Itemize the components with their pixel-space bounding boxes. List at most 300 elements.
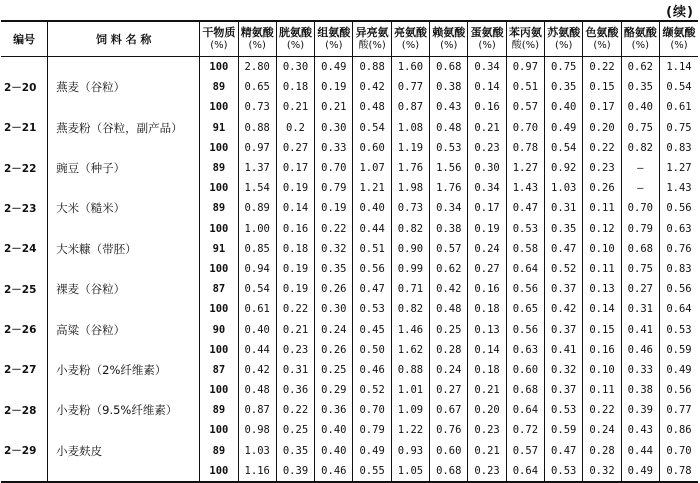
value-cell: 0.14 xyxy=(276,198,314,218)
value-cell: 1.62 xyxy=(391,340,429,360)
value-cell: 0.40 xyxy=(621,97,659,117)
value-cell: 0.32 xyxy=(583,461,621,482)
value-cell: 0.17 xyxy=(468,198,506,218)
value-cell: 0.37 xyxy=(545,380,583,400)
value-cell: 0.36 xyxy=(315,400,353,420)
value-cell: 1.08 xyxy=(391,118,429,138)
value-cell: 0.75 xyxy=(545,57,583,78)
feed-code: 2－28 xyxy=(4,404,37,417)
value-cell: 0.70 xyxy=(353,400,391,420)
feed-code: 2－29 xyxy=(4,445,37,458)
value-cell: 0.49 xyxy=(621,461,659,482)
value-cell: 0.47 xyxy=(545,441,583,461)
value-cell: 100 xyxy=(200,57,238,78)
value-cell: 1.43 xyxy=(506,178,544,198)
value-cell: 0.10 xyxy=(583,239,621,259)
column-header xyxy=(468,21,506,57)
value-cell: 100 xyxy=(200,259,238,279)
value-cell: 0.28 xyxy=(583,441,621,461)
feed-name: 大米（糙米） xyxy=(48,198,200,218)
column-header-unit: 酸(%) xyxy=(358,40,386,51)
value-cell: 100 xyxy=(200,340,238,360)
table-row xyxy=(1,400,698,420)
column-header xyxy=(276,21,314,57)
value-cell: 0.68 xyxy=(430,57,468,78)
value-cell: 91 xyxy=(200,118,238,138)
value-cell: 0.17 xyxy=(583,97,621,117)
value-cell: 0.28 xyxy=(430,340,468,360)
value-cell: 0.87 xyxy=(391,97,429,117)
value-cell: 0.68 xyxy=(506,380,544,400)
value-cell: 0.92 xyxy=(545,158,583,178)
value-cell: 0.37 xyxy=(545,279,583,299)
table-row xyxy=(1,118,698,138)
value-cell: 0.48 xyxy=(430,118,468,138)
value-cell: 0.56 xyxy=(506,279,544,299)
value-cell: 0.30 xyxy=(468,158,506,178)
value-cell: 0.42 xyxy=(238,360,276,380)
value-cell: 0.73 xyxy=(391,198,429,218)
value-cell: 0.16 xyxy=(468,97,506,117)
value-cell: 0.20 xyxy=(583,118,621,138)
value-cell: 0.16 xyxy=(468,279,506,299)
value-cell: 89 xyxy=(200,400,238,420)
column-header-unit: (%) xyxy=(670,40,688,51)
column-header-unit: (%) xyxy=(593,40,611,51)
table-row xyxy=(1,441,698,461)
value-cell: 0.48 xyxy=(430,299,468,319)
value-cell: 0.83 xyxy=(659,259,698,279)
value-cell: 0.49 xyxy=(545,118,583,138)
value-cell: 89 xyxy=(200,158,238,178)
feed-name xyxy=(48,178,200,198)
value-cell: 0.49 xyxy=(659,360,698,380)
value-cell: 0.40 xyxy=(315,420,353,440)
feed-name xyxy=(48,461,200,482)
value-cell: 100 xyxy=(200,299,238,319)
feed-name xyxy=(48,219,200,239)
value-cell: 0.68 xyxy=(621,239,659,259)
value-cell: 0.62 xyxy=(621,57,659,78)
value-cell: 0.27 xyxy=(430,380,468,400)
feed-name: 大米糠（带胚） xyxy=(48,239,200,259)
value-cell: 1.76 xyxy=(391,158,429,178)
column-header-unit: (%) xyxy=(555,40,573,51)
value-cell: 0.19 xyxy=(276,259,314,279)
value-cell: 100 xyxy=(200,380,238,400)
value-cell: — xyxy=(621,178,659,198)
value-cell: 0.57 xyxy=(506,441,544,461)
column-header xyxy=(545,21,583,57)
value-cell: 2.80 xyxy=(238,57,276,78)
value-cell: 0.17 xyxy=(276,158,314,178)
value-cell: 0.83 xyxy=(659,138,698,158)
value-cell: 0.10 xyxy=(583,360,621,380)
value-cell: 0.87 xyxy=(238,400,276,420)
value-cell: 0.59 xyxy=(659,340,698,360)
value-cell: 0.45 xyxy=(353,319,391,339)
value-cell: 0.19 xyxy=(276,279,314,299)
value-cell: 0.77 xyxy=(659,400,698,420)
value-cell: 0.52 xyxy=(353,380,391,400)
value-cell: 0.61 xyxy=(659,97,698,117)
value-cell: 0.14 xyxy=(468,340,506,360)
column-header-unit: (%) xyxy=(325,40,343,51)
column-header xyxy=(391,21,429,57)
table-row xyxy=(1,77,698,97)
continued-label: (续) xyxy=(666,5,694,20)
value-cell: 0.14 xyxy=(583,299,621,319)
value-cell: 0.39 xyxy=(621,400,659,420)
column-header-unit: (%) xyxy=(401,40,420,51)
value-cell: 1.98 xyxy=(391,178,429,198)
feed-name: 高粱（谷粒） xyxy=(48,319,200,339)
column-header-unit: (%) xyxy=(478,40,496,51)
value-cell: 0.53 xyxy=(430,138,468,158)
value-cell: 89 xyxy=(200,77,238,97)
value-cell: 0.56 xyxy=(659,380,698,400)
value-cell: 1.60 xyxy=(391,57,429,78)
value-cell: 0.23 xyxy=(583,158,621,178)
value-cell: 100 xyxy=(200,178,238,198)
column-header xyxy=(430,21,468,57)
value-cell: 0.27 xyxy=(621,279,659,299)
value-cell: 0.97 xyxy=(506,57,544,78)
feed-name: 小麦粉（2%纤维素） xyxy=(48,360,200,380)
value-cell: 0.44 xyxy=(353,219,391,239)
value-cell: 1.09 xyxy=(391,400,429,420)
feed-code: 2－21 xyxy=(4,122,37,135)
feed-code: 2－24 xyxy=(4,243,37,256)
value-cell: 100 xyxy=(200,138,238,158)
value-cell: 0.58 xyxy=(506,239,544,259)
value-cell: 100 xyxy=(200,461,238,482)
column-header-label: 蛋氨酸 xyxy=(470,26,504,39)
value-cell: 0.98 xyxy=(238,420,276,440)
value-cell: 1.76 xyxy=(430,178,468,198)
table-row xyxy=(1,239,698,259)
value-cell: 0.23 xyxy=(468,461,506,482)
feed-code: 2－22 xyxy=(4,162,37,175)
value-cell: 0.27 xyxy=(276,138,314,158)
column-header-unit: 酸(%) xyxy=(511,40,540,51)
value-cell: 0.79 xyxy=(353,420,391,440)
column-header-unit: (%) xyxy=(286,40,305,51)
value-cell: 0.46 xyxy=(353,360,391,380)
value-cell: 1.37 xyxy=(238,158,276,178)
value-cell: 0.75 xyxy=(621,118,659,138)
value-cell: 0.72 xyxy=(506,420,544,440)
value-cell: 0.56 xyxy=(353,259,391,279)
value-cell: 0.30 xyxy=(315,118,353,138)
value-cell: 0.40 xyxy=(353,198,391,218)
column-header xyxy=(238,21,276,57)
value-cell: 0.18 xyxy=(276,239,314,259)
table-row xyxy=(1,319,698,339)
value-cell: 0.22 xyxy=(276,299,314,319)
table-row xyxy=(1,158,698,178)
table-row xyxy=(1,461,698,482)
feed-code xyxy=(1,380,48,400)
column-header xyxy=(1,21,48,57)
value-cell: 0.23 xyxy=(468,138,506,158)
value-cell: 0.48 xyxy=(353,97,391,117)
value-cell: 0.32 xyxy=(545,360,583,380)
value-cell: 0.21 xyxy=(315,97,353,117)
value-cell: 0.76 xyxy=(659,239,698,259)
value-cell: 0.59 xyxy=(545,420,583,440)
value-cell: 0.35 xyxy=(621,77,659,97)
value-cell: 0.44 xyxy=(238,340,276,360)
table-row xyxy=(1,97,698,117)
column-header xyxy=(506,21,544,57)
value-cell: 0.32 xyxy=(315,239,353,259)
value-cell: 0.50 xyxy=(353,340,391,360)
value-cell: 0.85 xyxy=(238,239,276,259)
feed-name xyxy=(48,340,200,360)
value-cell: 1.21 xyxy=(353,178,391,198)
value-cell: 0.97 xyxy=(238,138,276,158)
value-cell: 100 xyxy=(200,97,238,117)
value-cell: 0.54 xyxy=(238,279,276,299)
value-cell: 89 xyxy=(200,441,238,461)
value-cell: 0.82 xyxy=(391,299,429,319)
value-cell: 0.70 xyxy=(506,118,544,138)
value-cell: 0.71 xyxy=(391,279,429,299)
column-header xyxy=(659,21,698,57)
value-cell: 0.90 xyxy=(391,239,429,259)
value-cell: 1.14 xyxy=(659,57,698,78)
feed-name: 裸麦（谷粒） xyxy=(48,279,200,299)
value-cell: 1.43 xyxy=(659,178,698,198)
value-cell: 0.88 xyxy=(353,57,391,78)
feed-code xyxy=(1,299,48,319)
value-cell: 0.64 xyxy=(506,461,544,482)
value-cell: 0.15 xyxy=(583,319,621,339)
value-cell: 0.46 xyxy=(315,461,353,482)
value-cell: 0.61 xyxy=(238,299,276,319)
value-cell: 0.14 xyxy=(468,77,506,97)
value-cell: 0.54 xyxy=(353,118,391,138)
column-header-label: 饲 料 名 称 xyxy=(95,32,152,46)
value-cell: 0.15 xyxy=(583,77,621,97)
value-cell: 0.94 xyxy=(238,259,276,279)
value-cell: 0.79 xyxy=(315,178,353,198)
value-cell: 0.24 xyxy=(315,319,353,339)
value-cell: 0.44 xyxy=(621,441,659,461)
feed-code xyxy=(1,420,48,440)
value-cell: 0.21 xyxy=(468,118,506,138)
table-row xyxy=(1,279,698,299)
value-cell: 0.42 xyxy=(353,77,391,97)
feed-code: 2－23 xyxy=(4,202,37,215)
value-cell: 0.53 xyxy=(353,299,391,319)
value-cell: 0.22 xyxy=(583,57,621,78)
value-cell: 1.03 xyxy=(545,178,583,198)
value-cell: 100 xyxy=(200,219,238,239)
value-cell: 0.49 xyxy=(315,57,353,78)
table-row xyxy=(1,360,698,380)
value-cell: 0.25 xyxy=(276,420,314,440)
value-cell: 0.35 xyxy=(545,77,583,97)
value-cell: 0.35 xyxy=(545,219,583,239)
value-cell: 0.37 xyxy=(545,319,583,339)
value-cell: 0.79 xyxy=(621,219,659,239)
value-cell: 0.21 xyxy=(468,441,506,461)
value-cell: 0.30 xyxy=(315,299,353,319)
value-cell: 0.21 xyxy=(276,319,314,339)
value-cell: 0.52 xyxy=(545,259,583,279)
value-cell: 0.19 xyxy=(315,77,353,97)
value-cell: 0.19 xyxy=(468,219,506,239)
value-cell: 0.65 xyxy=(238,77,276,97)
table-row xyxy=(1,420,698,440)
value-cell: 1.54 xyxy=(238,178,276,198)
value-cell: 0.76 xyxy=(430,420,468,440)
feed-name: 小麦麸皮 xyxy=(48,441,200,461)
column-header-label: 异亮氨 xyxy=(355,26,389,39)
value-cell: 0.40 xyxy=(238,319,276,339)
column-header-unit: (%) xyxy=(248,40,266,51)
column-header xyxy=(353,21,391,57)
table-row xyxy=(1,178,698,198)
value-cell: 0.2 xyxy=(276,118,314,138)
column-header-label: 组氨酸 xyxy=(317,26,351,39)
table-row xyxy=(1,138,698,158)
value-cell: 0.22 xyxy=(583,400,621,420)
column-header-label: 编号 xyxy=(13,32,36,46)
value-cell: 0.62 xyxy=(430,259,468,279)
feed-code xyxy=(1,178,48,198)
value-cell: 0.65 xyxy=(506,299,544,319)
value-cell: 0.99 xyxy=(391,259,429,279)
feed-code xyxy=(1,97,48,117)
value-cell: 0.53 xyxy=(506,219,544,239)
value-cell: 0.16 xyxy=(276,219,314,239)
value-cell: 0.68 xyxy=(430,461,468,482)
value-cell: 0.31 xyxy=(545,198,583,218)
value-cell: 87 xyxy=(200,360,238,380)
feed-name xyxy=(48,299,200,319)
column-header xyxy=(621,21,659,57)
value-cell: 0.78 xyxy=(506,138,544,158)
value-cell: 0.82 xyxy=(621,138,659,158)
value-cell: 1.22 xyxy=(391,420,429,440)
value-cell: 0.24 xyxy=(583,420,621,440)
value-cell: 0.31 xyxy=(276,360,314,380)
column-header-unit: (%) xyxy=(631,40,649,51)
value-cell: 0.27 xyxy=(468,259,506,279)
value-cell: 0.47 xyxy=(545,239,583,259)
value-cell: 0.19 xyxy=(315,198,353,218)
value-cell: 0.70 xyxy=(315,158,353,178)
value-cell: 0.53 xyxy=(545,400,583,420)
value-cell: 100 xyxy=(200,420,238,440)
header-row xyxy=(1,21,698,57)
value-cell: 0.22 xyxy=(276,400,314,420)
value-cell: 0.20 xyxy=(468,400,506,420)
value-cell: 1.27 xyxy=(659,158,698,178)
value-cell: 0.18 xyxy=(468,299,506,319)
value-cell: 0.73 xyxy=(238,97,276,117)
feed-name: 小麦粉（9.5%纤维素） xyxy=(48,400,200,420)
value-cell: 0.93 xyxy=(391,441,429,461)
value-cell: 0.13 xyxy=(583,279,621,299)
value-cell: 0.75 xyxy=(621,259,659,279)
value-cell: 0.46 xyxy=(621,340,659,360)
value-cell: 0.49 xyxy=(353,441,391,461)
value-cell: 1.16 xyxy=(238,461,276,482)
value-cell: 0.60 xyxy=(353,138,391,158)
table-header xyxy=(1,21,698,57)
value-cell: 0.88 xyxy=(238,118,276,138)
value-cell: 0.42 xyxy=(545,299,583,319)
feed-name xyxy=(48,138,200,158)
value-cell: 0.12 xyxy=(583,219,621,239)
value-cell: 0.26 xyxy=(315,340,353,360)
value-cell: 0.35 xyxy=(276,441,314,461)
value-cell: 0.40 xyxy=(315,441,353,461)
value-cell: 0.48 xyxy=(238,380,276,400)
column-header-unit: (%) xyxy=(440,40,458,51)
value-cell: 0.11 xyxy=(583,380,621,400)
value-cell: 1.07 xyxy=(353,158,391,178)
feed-name xyxy=(48,57,200,78)
value-cell: 0.55 xyxy=(353,461,391,482)
value-cell: 0.43 xyxy=(430,97,468,117)
feed-name xyxy=(48,380,200,400)
feed-code: 2－27 xyxy=(4,364,37,377)
value-cell: 91 xyxy=(200,239,238,259)
feed-name: 燕麦粉（谷粒，副产品） xyxy=(48,118,200,138)
value-cell: 0.36 xyxy=(276,380,314,400)
value-cell: 0.26 xyxy=(583,178,621,198)
value-cell: 0.63 xyxy=(506,340,544,360)
value-cell: 0.18 xyxy=(276,77,314,97)
column-header xyxy=(315,21,353,57)
value-cell: 0.29 xyxy=(315,380,353,400)
value-cell: 0.38 xyxy=(621,380,659,400)
value-cell: 0.30 xyxy=(276,57,314,78)
value-cell: 0.21 xyxy=(276,97,314,117)
value-cell: 0.60 xyxy=(430,441,468,461)
table-row xyxy=(1,57,698,78)
column-header xyxy=(583,21,621,57)
value-cell: 0.56 xyxy=(659,279,698,299)
value-cell: 0.43 xyxy=(621,420,659,440)
value-cell: 0.51 xyxy=(353,239,391,259)
value-cell: 0.25 xyxy=(430,319,468,339)
value-cell: 0.42 xyxy=(430,279,468,299)
value-cell: 0.56 xyxy=(506,319,544,339)
value-cell: 0.70 xyxy=(659,441,698,461)
value-cell: 0.22 xyxy=(315,219,353,239)
column-header-label: 干物质 xyxy=(202,26,236,39)
value-cell: 0.75 xyxy=(659,118,698,138)
value-cell: 0.82 xyxy=(391,219,429,239)
feed-code xyxy=(1,138,48,158)
column-header-label: 缬氨酸 xyxy=(662,26,696,39)
feed-code xyxy=(1,259,48,279)
value-cell: 0.35 xyxy=(315,259,353,279)
column-header-unit: (%) xyxy=(210,40,228,51)
value-cell: 0.11 xyxy=(583,259,621,279)
value-cell: 0.22 xyxy=(583,138,621,158)
value-cell: 0.33 xyxy=(621,360,659,380)
value-cell: 0.19 xyxy=(276,178,314,198)
value-cell: 1.27 xyxy=(506,158,544,178)
value-cell: 0.78 xyxy=(659,461,698,482)
